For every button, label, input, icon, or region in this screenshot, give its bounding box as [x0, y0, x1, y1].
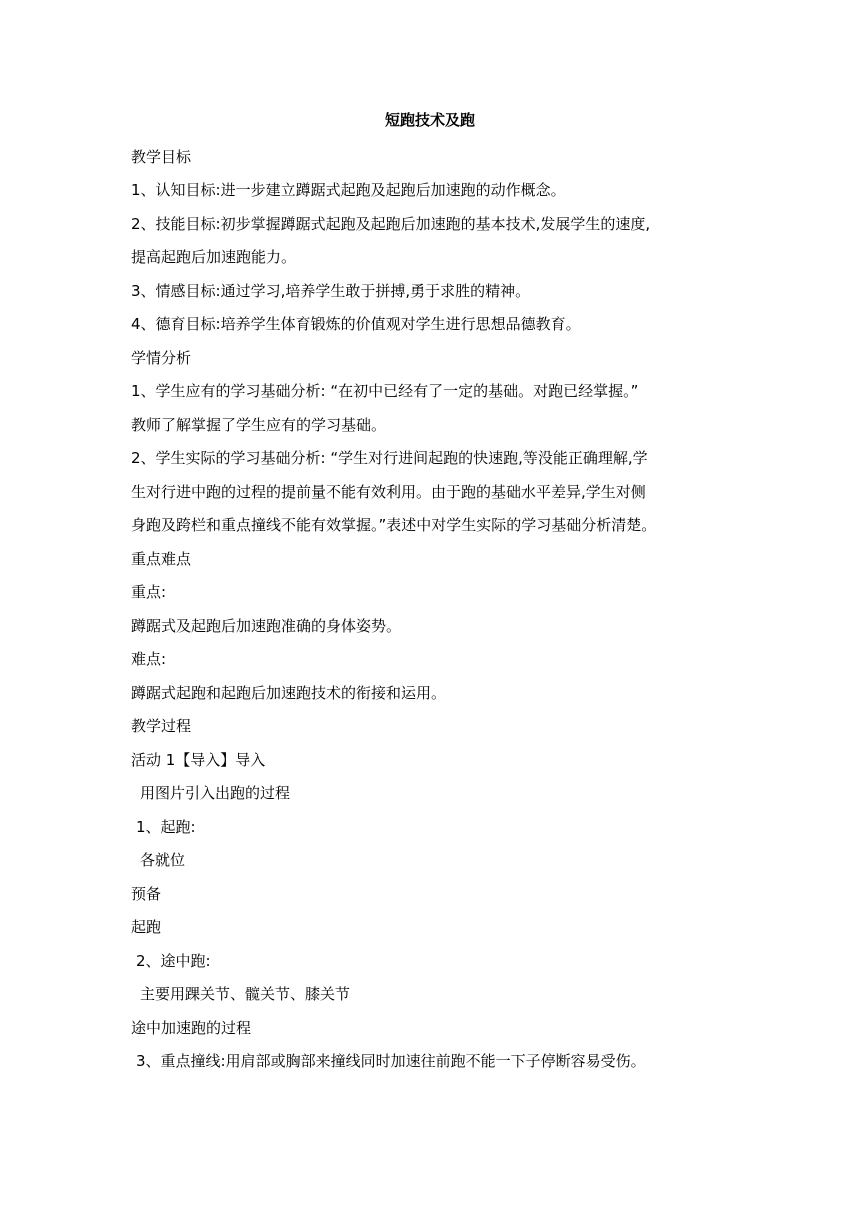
paragraph-line: 主要用踝关节、髋关节、膝关节	[140, 985, 351, 1003]
section-heading-learner-analysis: 学情分析	[131, 349, 192, 367]
paragraph-line: 用图片引入出跑的过程	[140, 784, 291, 802]
paragraph-line: 难点:	[131, 650, 167, 668]
section-heading-teaching-goals: 教学目标	[131, 148, 192, 166]
paragraph-line: 蹲踞式起跑和起跑后加速跑技术的衔接和运用。	[131, 684, 447, 702]
paragraph-line: 起跑	[131, 918, 162, 936]
paragraph-line: 蹲踞式及起跑后加速跑准确的身体姿势。	[131, 617, 402, 635]
paragraph-line: 2、途中跑:	[136, 952, 211, 970]
paragraph-line: 1、起跑:	[136, 818, 196, 836]
paragraph-line: 提高起跑后加速跑能力。	[131, 248, 297, 266]
paragraph-line: 1、认知目标:进一步建立蹲踞式起跑及起跑后加速跑的动作概念。	[131, 181, 566, 199]
paragraph-line: 2、学生实际的学习基础分析: “学生对行进间起跑的快速跑,等没能正确理解,学	[131, 449, 648, 467]
paragraph-line: 3、重点撞线:用肩部或胸部来撞线同时加速往前跑不能一下子停断容易受伤。	[136, 1052, 646, 1070]
paragraph-line: 重点:	[131, 583, 167, 601]
paragraph-line: 活动 1【导入】导入	[131, 751, 266, 769]
paragraph-line: 教师了解掌握了学生应有的学习基础。	[131, 416, 387, 434]
paragraph-line: 4、德育目标:培养学生体育锻炼的价值观对学生进行思想品德教育。	[131, 315, 581, 333]
section-heading-teaching-process: 教学过程	[131, 717, 192, 735]
paragraph-line: 3、情感目标:通过学习,培养学生敢于拼搏,勇于求胜的精神。	[131, 282, 531, 300]
paragraph-line: 2、技能目标:初步掌握蹲踞式起跑及起跑后加速跑的基本技术,发展学生的速度,	[131, 215, 651, 233]
paragraph-line: 身跑及跨栏和重点撞线不能有效掌握。”表述中对学生实际的学习基础分析清楚。	[131, 516, 657, 534]
document-title: 短跑技术及跑	[384, 111, 475, 129]
paragraph-line: 途中加速跑的过程	[131, 1019, 252, 1037]
paragraph-line: 各就位	[140, 851, 186, 869]
paragraph-line: 预备	[131, 885, 162, 903]
section-heading-key-points: 重点难点	[131, 550, 192, 568]
paragraph-line: 生对行进中跑的过程的提前量不能有效利用。由于跑的基础水平差异,学生对侧	[131, 483, 646, 501]
paragraph-line: 1、学生应有的学习基础分析: “在初中已经有了一定的基础。对跑已经掌握。”	[131, 382, 639, 400]
